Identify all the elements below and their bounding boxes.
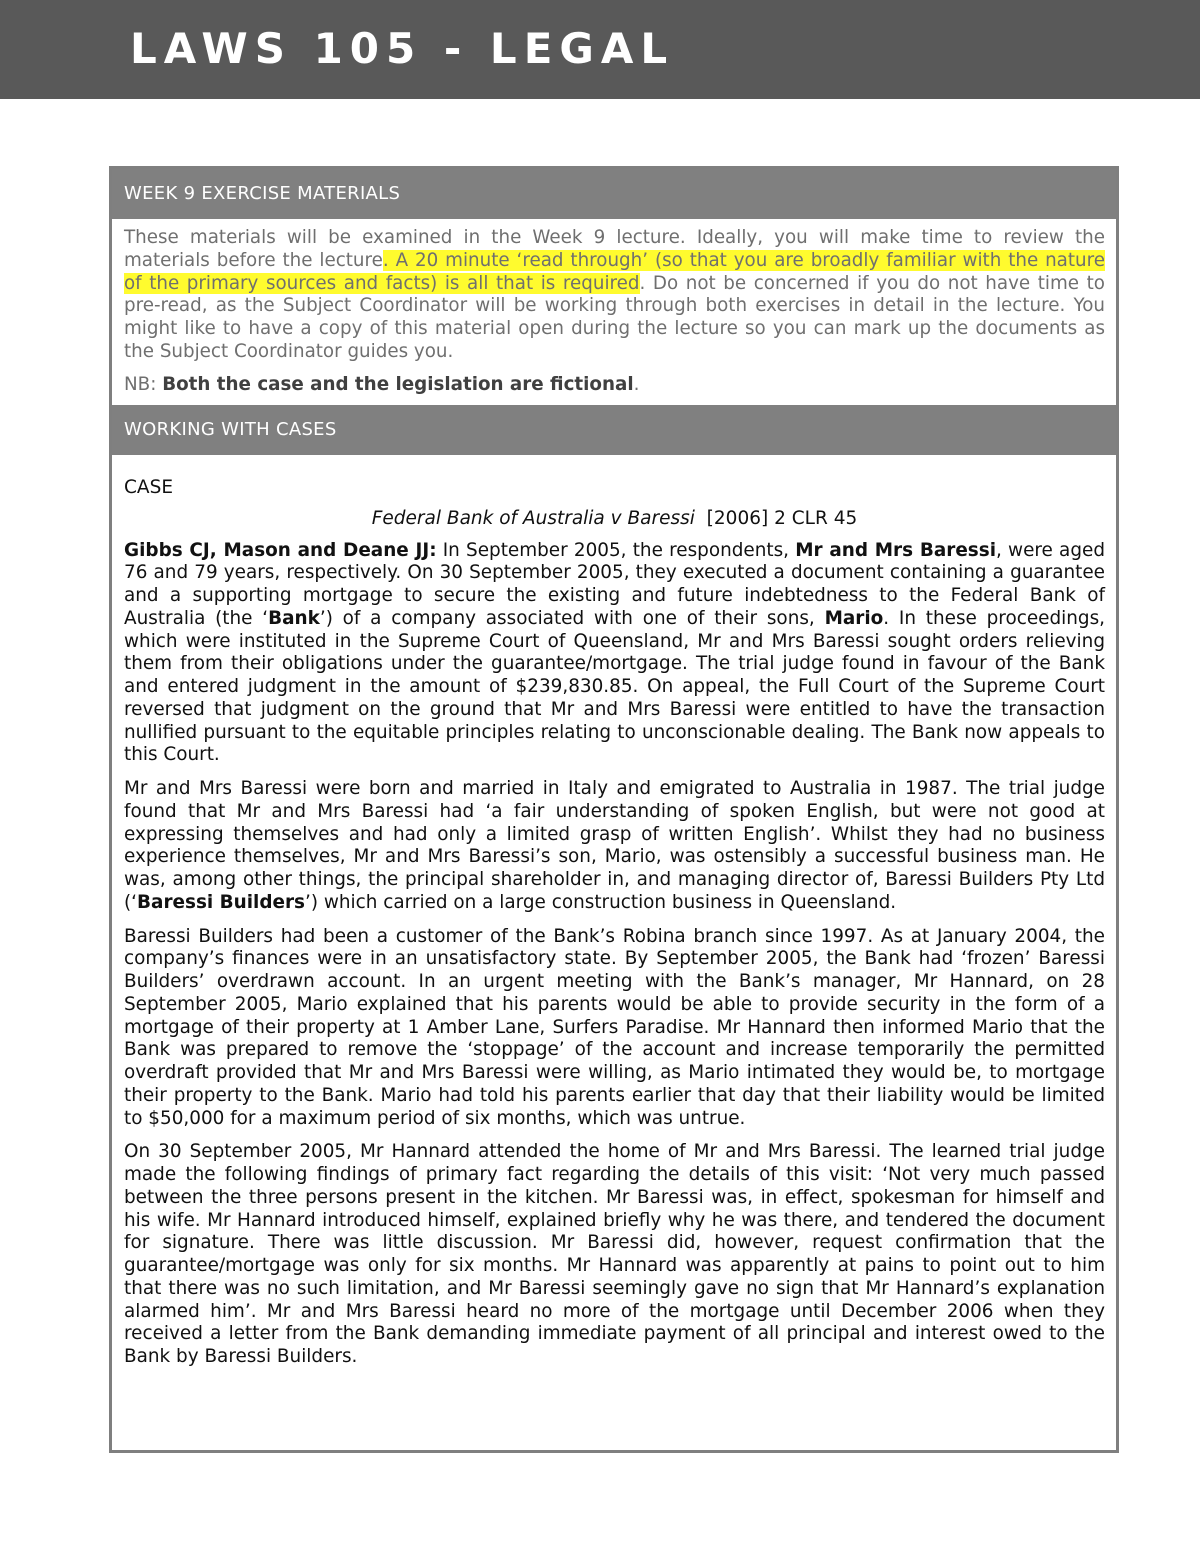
section-heading-week9: WEEK 9 EXERCISE MATERIALS — [112, 169, 1116, 219]
p1-text-2: , were aged 76 and 79 years, respectively. On 30 September 2005, they executed a document containing a guarantee and a supporting mortgage to secure the existing and future indebtedness to the Federal Bank of Australia (the ‘ — [124, 539, 1105, 629]
section-heading-cases: WORKING WITH CASES — [112, 405, 1116, 455]
intro-text-end: . Do not be concerned if you do not have time to pre-read, as the Subject Coordinator will be working through both exercises in detail in the lecture. You might like to have a copy of this material open during the lecture so you can mark up the documents as the Subject Coordinator guides you. — [124, 272, 1105, 362]
p1-text-1: In September 2005, the respondents, — [436, 539, 796, 561]
content-box — [109, 166, 1119, 1453]
p1-bold-mario: Mario — [824, 607, 884, 629]
case-citation: [2006] 2 CLR 45 — [694, 507, 858, 529]
case-paragraph-4: On 30 September 2005, Mr Hannard attended the home of Mr and Mrs Baressi. The learned trial judge made the following findings of primary fact regarding the details of this visit: ‘Not very much passed between the three persons present in the kitchen. Mr Baressi was, in effect, spokesman for himself and his wife. Mr Hannard introduced himself, explained briefly why he was there, and tendered the document for signature. There was little discussion. Mr Baressi did, however, request confirmation that the guarantee/mortgage was only for six months. Mr Hannard was apparently at pains to point out to him that there was no such limitation, and Mr Baressi seemingly gave no sign that Mr Hannard’s explanation alarmed him’. Mr and Mrs Baressi heard no more of the mortgage until December 2006 when they received a letter from the Bank demanding immediate payment of all principal and interest owed to the Bank by Baressi Builders. — [124, 1141, 1105, 1368]
case-title — [124, 508, 1105, 529]
page-title: LAWS 105 - LEGAL — [130, 24, 675, 73]
p1-bold-respondents: Mr and Mrs Baressi — [795, 539, 996, 561]
intro-paragraph — [124, 227, 1105, 364]
case-paragraph-1 — [124, 540, 1105, 768]
nb-note — [124, 374, 1105, 397]
case-paragraph-3: Baressi Builders had been a customer of the Bank’s Robina branch since 1997. As at January 2004, the company’s finances were in an unsatisfactory state. By September 2005, the Bank had ‘frozen’ Baressi Builders’ overdrawn account. In an urgent meeting with the Bank’s manager, Mr Hannard, on 28 September 2005, Mario explained that his parents would be able to provide security in the form of a mortgage of their property at 1 Amber Lane, Surfers Paradise. Mr Hannard then informed Mario that the Bank was prepared to remove the ‘stoppage’ of the account and increase temporarily the permitted overdraft provided that Mr and Mrs Baressi were willing, as Mario intimated they would be, to mortgage their property to the Bank. Mario had told his parents earlier that day that their liability would be limited to $50,000 for a maximum period of six months, which was untrue. — [124, 925, 1105, 1129]
page-banner — [0, 0, 1200, 99]
p1-bold-bank: Bank — [268, 607, 320, 629]
nb-label: NB: — [124, 373, 163, 395]
p2-text-1: Mr and Mrs Baressi were born and married in Italy and emigrated to Australia in 1987. The trial judge found that Mr and Mrs Baressi had ‘a fair understanding of spoken English, but were not good at expressing themselves and had only a limited grasp of written English’. Whilst they had no business experience themselves, Mr and Mrs Baressi’s son, Mario, was ostensibly a successful business man. He was, among other things, the principal shareholder in, and managing director of, Baressi Builders Pty Ltd (‘ — [124, 778, 1105, 913]
judges: Gibbs CJ, Mason and Deane JJ: — [124, 539, 437, 561]
p2-bold-baressi-builders: Baressi Builders — [137, 891, 305, 913]
nb-bold-text: Both the case and the legislation are fictional — [162, 373, 634, 395]
p2-text-2: ’) which carried on a large construction business in Queensland. — [304, 891, 897, 913]
p1-text-4: . In these proceedings, which were instituted in the Supreme Court of Queensland, Mr and Mrs Baressi sought orders relieving them from their obligations under the guarantee/mortgage. The trial judge found in favour of the Bank and entered judgment in the amount of $239,830.85. On appeal, the Full Court of the Supreme Court reversed that judgment on the ground that Mr and Mrs Baressi were entitled to have the transaction nullified pursuant to the equitable principles relating to unconscionable dealing. The Bank now appeals to this Court. — [124, 607, 1105, 766]
intro-text-start: These materials will be examined in the Week 9 lecture. Ideally, you will make time to review the materials before the lecture — [124, 227, 1105, 271]
nb-end: . — [633, 373, 640, 395]
case-section — [112, 455, 1116, 1369]
intro-highlighted-text: . A 20 minute ‘read through’ (so that you are broadly familiar with the nature of the primary sources and facts) is all that is required — [124, 249, 1106, 294]
case-paragraph-2 — [124, 778, 1105, 915]
case-label: CASE — [124, 476, 174, 498]
p1-text-3: ’) of a company associated with one of their sons, — [319, 607, 825, 629]
intro-section — [112, 219, 1116, 405]
case-name: Federal Bank of Australia v Baressi — [371, 507, 695, 529]
